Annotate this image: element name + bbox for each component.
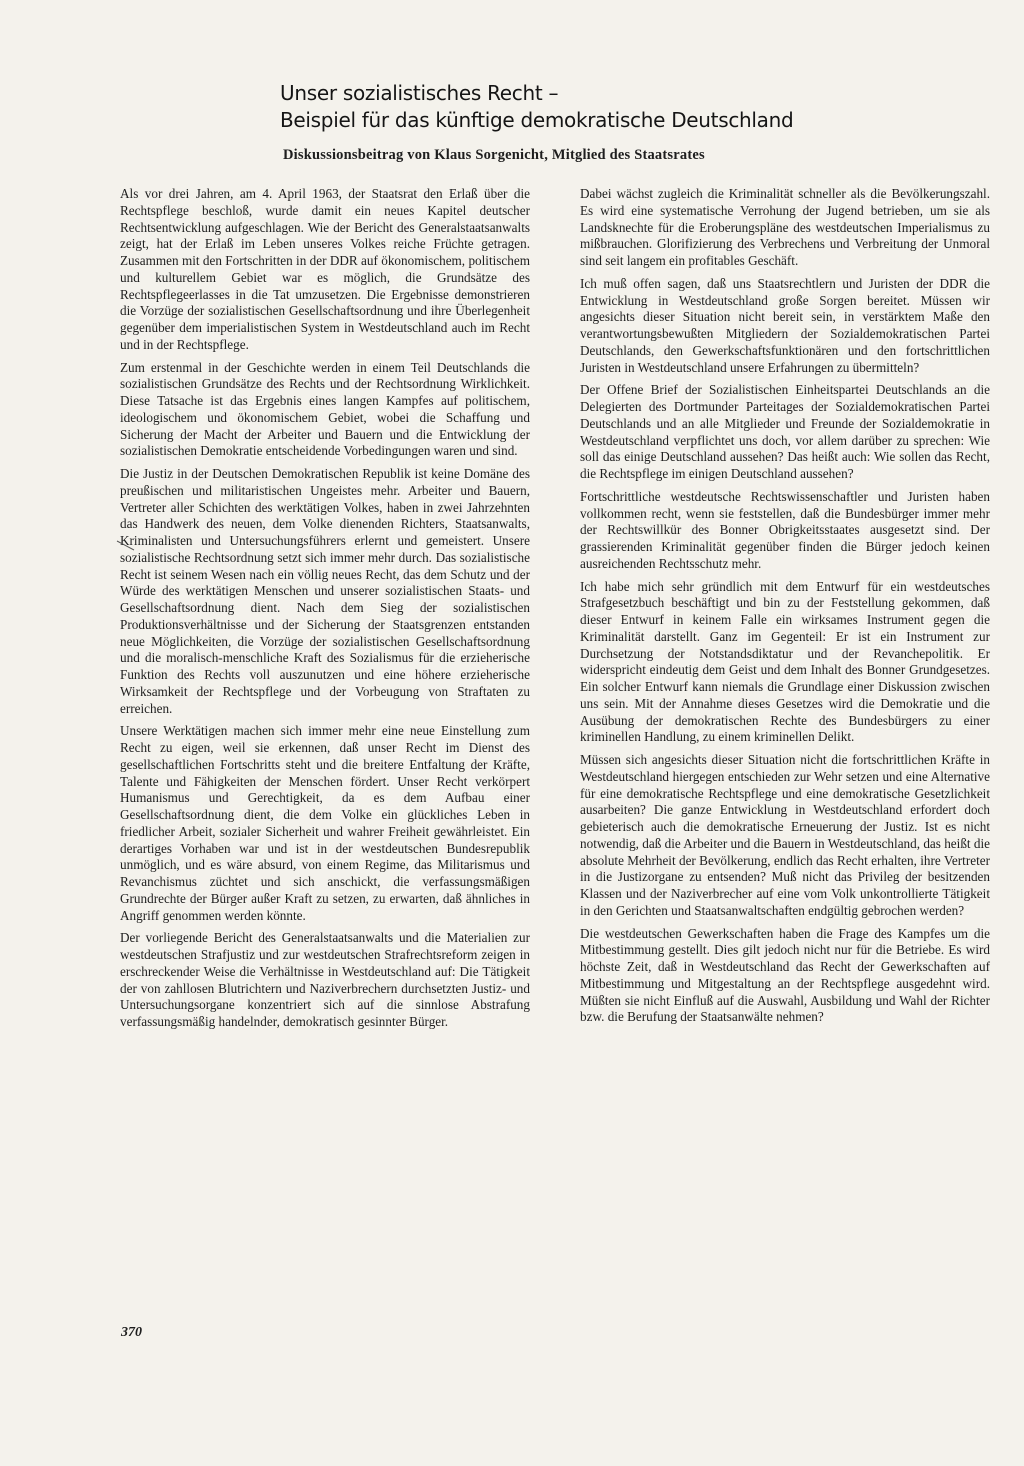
paragraph: Unsere Werktätigen machen sich immer mehr eine neue Einstellung zum Recht zu eigen, weil sie erkennen, daß unser Recht im Dienst des gesellschaftlichen Fortschritts steht und die breitere Entfaltung der Kräfte, Talente und Fähigkeiten der Menschen fördert. Unser Recht verkörpert Humanismus und Gerechtigkeit, da es dem Aufbau einer Gesellschaftsordnung dient, die dem Volke ein glückliches Leben in friedlicher Arbeit, sozialer Sicherheit und wahrer Freiheit gewährleistet. Ein derartiges Vorhaben war und ist in der westdeutschen Bundesrepublik unmöglich, und es wäre absurd, von einem Regime, das Militarismus und Revanchismus züchtet und sich anschickt, die verfassungsmäßigen Grundrechte der Bürger außer Kraft zu setzen, zu erwarten, daß ähnliches in Angriff genommen werden könnte. — [120, 723, 530, 923]
paragraph: Ich muß offen sagen, daß uns Staatsrechtlern und Juristen der DDR die Entwicklung in Westdeutschland große Sorgen bereitet. Müssen wir angesichts dieser Situation nicht bereit sein, in verstärktem Maße den verantwortungsbewußten Mitgliedern der Sozialdemokratischen Partei Deutschlands, den Gewerkschaftsfunktionären und den fortschrittlichen Juristen in Westdeutschland unsere Erfahrungen zu übermitteln? — [580, 275, 990, 375]
left-column — [120, 186, 530, 1037]
margin-pencil-mark — [116, 540, 136, 552]
paragraph: Der Offene Brief der Sozialistischen Einheitspartei Deutschlands an die Delegierten des Dortmunder Parteitages der Sozialdemokratischen Partei Deutschlands und an alle Mitglieder und Freunde der Sozialdemokratie in Westdeutschland verpflichtet uns doch, vor allem darüber zu sprechen: Wie soll das einige Deutschland aussehen? Das heißt auch: Wie sollen das Recht, die Rechtspflege im einigen Deutschland aussehen? — [580, 382, 990, 481]
article-title-line-2: Beispiel für das künftige demokratische Deutschland — [280, 108, 794, 132]
article-title — [280, 80, 980, 134]
paragraph: Ich habe mich sehr gründlich mit dem Entwurf für ein westdeutsches Strafgesetzbuch beschäftigt und bin zu der Feststellung gekommen, daß dieser Entwurf in keinem Falle ein wirksames Instrument gegen die Kriminalität darstellt. Ganz im Gegenteil: Er ist ein Instrument zur Durchsetzung der Notstandsdiktatur und der Revanchepolitik. Er widerspricht eindeutig dem Geist und dem Inhalt des Bonner Grundgesetzes. Ein solcher Entwurf kann niemals die Grundlage einer Diskussion zwischen uns sein. Mit der Annahme dieses Gesetzes wird die Demokratie und die Ausübung der demokratischen Rechte des Bundesbürgers zu einer kriminellen Handlung, zu einem kriminellen Delikt. — [580, 578, 990, 745]
paragraph: Müssen sich angesichts dieser Situation nicht die fortschrittlichen Kräfte in Westdeutschland hiergegen entschieden zur Wehr setzen und eine Alternative für eine demokratische Rechtspflege und eine demokratische Gesetzlichkeit ausarbeiten? Die ganze Entwicklung in Westdeutschland erfordert doch gebieterisch auch die demokratische Erneuerung der Justiz. Ist es nicht notwendig, daß die Arbeiter und die Bauern in Westdeutschland, das heißt die absolute Mehrheit der Bevölkerung, endlich das Recht erhalten, ihre Vertreter in die Justizorgane zu entsenden? Muß nicht das Privileg der besitzenden Klassen und der Naziverbrecher auf eine vom Volk unkontrollierte Tätigkeit in den Gerichten und Staatsanwaltschaften endgültig gebrochen werden? — [580, 752, 990, 918]
article-title-line-1: Unser sozialistisches Recht – — [280, 81, 559, 105]
paragraph: Die westdeutschen Gewerkschaften haben die Frage des Kampfes um die Mitbestimmung gestellt. Dies gilt jedoch nicht nur für die Betriebe. Es wird höchste Zeit, daß in Westdeutschland das Recht der Gewerkschaften auf Mitbestimmung und Mitgestaltung an der Rechtspflege ausgedehnt wird. Müßten sie nicht Einfluß auf die Auswahl, Ausbildung und Wahl der Richter bzw. die Berufung der Staatsanwälte nehmen? — [580, 925, 990, 1025]
right-column — [580, 186, 990, 1032]
paragraph: Zum erstenmal in der Geschichte werden in einem Teil Deutschlands die sozialistischen Grundsätze des Rechts und der Rechtsordnung Wirklichkeit. Diese Tatsache ist das Ergebnis eines langen Kampfes auf politischem, ideologischem und ökonomischem Gebiet, wobei die Schaffung und Sicherung der Macht der Arbeiter und Bauern und die Entwicklung der sozialistischen Demokratie entscheidende Vorbedingungen waren und sind. — [120, 359, 530, 459]
paragraph: Der vorliegende Bericht des Generalstaatsanwalts und die Materialien zur westdeutschen Strafjustiz und zur westdeutschen Strafrechtsreform zeigen in erschreckender Weise die Verhältnisse in Westdeutschland auf: Die Tätigkeit der von zahllosen Blutrichtern und Naziverbrechern durchsetzten Justiz- und Untersuchungsorgane konzentriert sich auf die sinnlose Abstrafung verfassungsmäßig handelnder, demokratisch gesinnter Bürger. — [120, 930, 530, 1029]
paragraph: Die Justiz in der Deutschen Demokratischen Republik ist keine Domäne des preußischen und militaristischen Ungeistes mehr. Arbeiter und Bauern, Vertreter aller Schichten des werktätigen Volkes, haben in zwei Jahrzehnten das Handwerk des neuen, dem Volke dienenden Richters, Staatsanwalts, Kriminalisten und Untersuchungsführers erlernt und gemeistert. Unsere sozialistische Rechtsordnung setzt sich immer mehr durch. Das sozialistische Recht ist seinem Wesen nach ein völlig neues Recht, das dem Schutz und der Würde des werktätigen Menschen und unserer sozialistischen Staats- und Gesellschaftsordnung dient. Nach dem Sieg der sozialistischen Produktionsverhältnisse und der Sicherung der Staatsgrenzen entstanden neue Möglichkeiten, die Vorzüge der sozialistischen Gesellschaftsordnung und die moralisch-menschliche Kraft des Sozialismus für die erzieherische Funktion des Rechts voll auszunutzen und eine höhere erzieherische Wirksamkeit der Rechtspflege und der Vorbeugung von Straftaten zu erreichen. — [120, 466, 530, 716]
paragraph: Dabei wächst zugleich die Kriminalität schneller als die Bevölkerungszahl. Es wird eine systematische Verrohung der Jugend betrieben, um sie als Landsknechte für die Eroberungspläne des westdeutschen Imperialismus zu mißbrauchen. Glorifizierung des Verbrechens und Verbreitung der Unmoral sind seit langem ein profitables Geschäft. — [580, 186, 990, 268]
paragraph: Als vor drei Jahren, am 4. April 1963, der Staatsrat den Erlaß über die Rechtspflege beschloß, wurde damit ein neues Kapitel deutscher Rechtsentwicklung aufgeschlagen. Wie der Bericht des Generalstaatsanwalts zeigt, hat der Erlaß im Leben unseres Volkes reiche Früchte getragen. Zusammen mit den Fortschritten in der DDR auf ökonomischem, politischem und kulturellem Gebiet war es möglich, die Grundsätze des Rechtspflegeerlasses in die Tat umzusetzen. Die Ergebnisse demonstrieren die Vorzüge der sozialistischen Gesellschaftsordnung und ihre Überlegenheit gegenüber dem imperialistischen System in Westdeutschland auch im Recht und in der Rechtspflege. — [120, 186, 530, 352]
page-number: 370 — [121, 1325, 142, 1340]
article-byline: Diskussionsbeitrag von Klaus Sorgenicht, Mitglied des Staatsrates — [283, 147, 705, 163]
paragraph: Fortschrittliche westdeutsche Rechtswissenschaftler und Juristen haben vollkommen recht, wenn sie feststellen, daß die Bundesbürger immer mehr der Rechtswillkür des Bonner Obrigkeitsstaates ausgesetzt sind. Der grassierenden Kriminalität gegenüber finden die Bürger jedoch keinen ausreichenden Rechtsschutz mehr. — [580, 488, 990, 571]
